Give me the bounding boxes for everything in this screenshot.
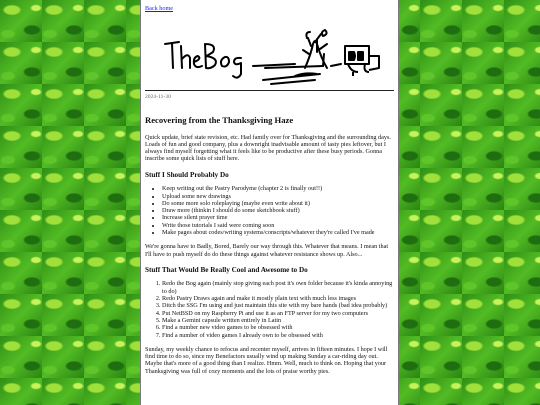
middle-paragraph: We're gonna have to Badly, Bored, Barely our way through this. Whatever that means. I mean that I'll have to push myself do do these things against whatever resistance shows up. Also... — [145, 243, 389, 258]
section-title-cool: Stuff That Would Be Really Cool and Awesome to Do — [145, 265, 308, 274]
list-item: • Draw more (thinkin I should do some sketchbook stuff) — [162, 207, 394, 214]
back-home-link[interactable]: Back home — [145, 5, 174, 12]
post-date: 2024-11-30 — [145, 94, 171, 101]
section-title-todo: Stuff I Should Probably Do — [145, 170, 229, 179]
list-item: 6. Find a number new video games to be obsessed with — [162, 324, 394, 331]
list-item: 4. Put NetBSD on my Raspberry Pi and use it as an FTP server for my two computers — [162, 310, 394, 317]
outro-paragraph: Sunday, my weekly chance to refocus and recenter myself, arrives in fifteen minutes. I hope I will find time to do so, since my Benefactors usually wind up making Sunday a car-riding day out. Maybe that's more of a good thing than I realize. Hmm. Well, much to think on. Hoping that your Thanksgiving was full of cozy moments and the lots of praise worthy pies. — [145, 345, 388, 375]
list-item: 3. Ditch the SSG I'm using and just maintain this site with my bare hands (bad idea probably) — [162, 302, 394, 309]
list-item: 7. Find a number of video games I already own to be obsessed with — [162, 332, 394, 339]
list-item: • Do some more solo roleplaying (maybe even write about it) — [162, 200, 394, 207]
cool-list — [145, 280, 394, 338]
site-banner — [145, 14, 394, 86]
bog-logo-drawing — [145, 14, 395, 86]
list-item: • Upload some new drawings — [162, 193, 394, 200]
divider — [145, 90, 394, 91]
list-item: 2. Redo Pastry Draws again and make it mostly plain text with much less images — [162, 295, 394, 302]
list-item: • Keep writing out the Pastry Parodyme (chapter 2 is finally out!!) — [162, 185, 394, 192]
list-item: 5. Make a Gemini capsule written entirely in Latin — [162, 317, 394, 324]
blog-page — [140, 0, 399, 405]
list-item: 1. Redo the Bog again (mainly stop giving each post it's own folder because it's kinda annoying to do) — [162, 280, 394, 295]
list-item: • Increase silent prayer time — [162, 214, 394, 221]
post-title: Recovering from the Thanksgiving Haze — [145, 114, 294, 125]
intro-paragraph: Quick update, brief state revision, etc. Had family over for Thanksgiving and the surrounding days. Loads of fun and good company, plus a downright inadvisable amount of tasty pies leftover, but I always find myself forgetting what it feels like to be productive after these busy periods. Gonna inscribe some quick lists of stuff here. — [145, 133, 391, 163]
list-item: • Write those tutorials I said were coming soon — [162, 222, 394, 229]
todo-list — [145, 185, 394, 236]
list-item: • Make pages about codes/writing systems/conscripts/whatever they're called I've made — [162, 229, 394, 236]
